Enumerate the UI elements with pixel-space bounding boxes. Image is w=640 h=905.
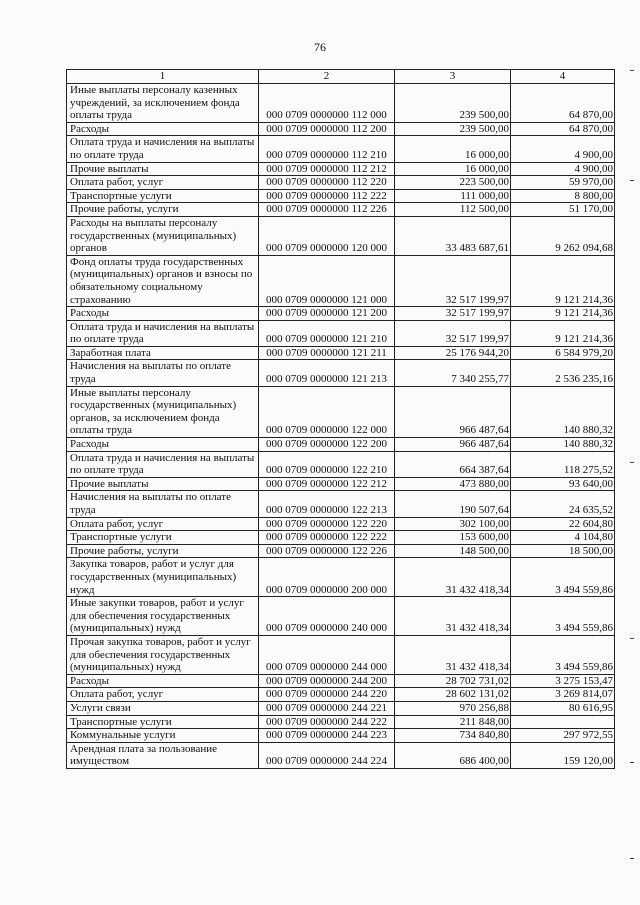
row-name: Начисления на выплаты по оплате труда [67, 360, 259, 386]
row-value-col4: 140 880,32 [511, 386, 615, 437]
margin-mark [630, 762, 634, 763]
row-value-col4: 3 494 559,86 [511, 597, 615, 636]
row-code: 000 0709 0000000 244 223 [259, 729, 395, 743]
table-row [67, 216, 615, 255]
row-code: 000 0709 0000000 121 000 [259, 255, 395, 306]
row-value-col4: 297 972,55 [511, 729, 615, 743]
column-header: 2 [259, 70, 395, 84]
row-code: 000 0709 0000000 122 200 [259, 438, 395, 452]
row-value-col4: 9 121 214,36 [511, 307, 615, 321]
row-name: Транспортные услуги [67, 531, 259, 545]
table-row [67, 136, 615, 162]
row-code: 000 0709 0000000 112 222 [259, 189, 395, 203]
table-row [67, 438, 615, 452]
row-code: 000 0709 0000000 240 000 [259, 597, 395, 636]
table-row [67, 729, 615, 743]
table-row [67, 477, 615, 491]
row-value-col4: 18 500,00 [511, 544, 615, 558]
row-code: 000 0709 0000000 121 210 [259, 320, 395, 346]
table-row [67, 544, 615, 558]
row-name: Расходы [67, 122, 259, 136]
margin-mark [630, 858, 634, 859]
table-row [67, 360, 615, 386]
row-code: 000 0709 0000000 244 220 [259, 688, 395, 702]
table-row [67, 674, 615, 688]
row-code: 000 0709 0000000 122 212 [259, 477, 395, 491]
row-code: 000 0709 0000000 244 221 [259, 701, 395, 715]
row-value-col4: 159 120,00 [511, 742, 615, 768]
row-name: Транспортные услуги [67, 189, 259, 203]
row-value-col3: 28 702 731,02 [395, 674, 511, 688]
table-row [67, 558, 615, 597]
table-row [67, 635, 615, 674]
row-name: Прочие работы, услуги [67, 544, 259, 558]
row-name: Иные выплаты персоналу государственных (муниципальных) органов, за исключением фонда оплаты труда [67, 386, 259, 437]
row-code: 000 0709 0000000 112 000 [259, 84, 395, 123]
row-value-col3: 32 517 199,97 [395, 307, 511, 321]
row-value-col3: 153 600,00 [395, 531, 511, 545]
row-value-col4: 64 870,00 [511, 122, 615, 136]
row-code: 000 0709 0000000 122 000 [259, 386, 395, 437]
row-value-col4: 64 870,00 [511, 84, 615, 123]
table-row [67, 531, 615, 545]
row-code: 000 0709 0000000 112 226 [259, 203, 395, 217]
row-name: Транспортные услуги [67, 715, 259, 729]
row-code: 000 0709 0000000 122 220 [259, 517, 395, 531]
table-row [67, 162, 615, 176]
row-name: Расходы [67, 307, 259, 321]
row-value-col3: 16 000,00 [395, 136, 511, 162]
row-value-col4: 4 900,00 [511, 136, 615, 162]
row-value-col3: 190 507,64 [395, 491, 511, 517]
table-body [67, 84, 615, 769]
row-name: Оплата работ, услуг [67, 688, 259, 702]
row-code: 000 0709 0000000 112 200 [259, 122, 395, 136]
row-value-col4: 9 262 094,68 [511, 216, 615, 255]
row-code: 000 0709 0000000 112 210 [259, 136, 395, 162]
row-value-col4: 4 900,00 [511, 162, 615, 176]
column-header: 4 [511, 70, 615, 84]
row-value-col4: 3 494 559,86 [511, 635, 615, 674]
table-row [67, 320, 615, 346]
row-code: 000 0709 0000000 200 000 [259, 558, 395, 597]
row-name: Оплата труда и начисления на выплаты по оплате труда [67, 320, 259, 346]
row-name: Прочие выплаты [67, 162, 259, 176]
table-row [67, 715, 615, 729]
table-row [67, 84, 615, 123]
row-value-col3: 31 432 418,34 [395, 597, 511, 636]
row-name: Расходы на выплаты персоналу государственных (муниципальных) органов [67, 216, 259, 255]
row-code: 000 0709 0000000 122 213 [259, 491, 395, 517]
row-value-col3: 33 483 687,61 [395, 216, 511, 255]
row-value-col3: 25 176 944,20 [395, 346, 511, 360]
table-row [67, 451, 615, 477]
table-row [67, 386, 615, 437]
row-name: Расходы [67, 674, 259, 688]
row-code: 000 0709 0000000 121 213 [259, 360, 395, 386]
row-value-col3: 148 500,00 [395, 544, 511, 558]
table-row [67, 688, 615, 702]
page-number: 76 [314, 40, 326, 54]
row-name: Оплата работ, услуг [67, 517, 259, 531]
row-code: 000 0709 0000000 122 210 [259, 451, 395, 477]
row-value-col3: 31 432 418,34 [395, 635, 511, 674]
row-code: 000 0709 0000000 112 212 [259, 162, 395, 176]
margin-mark [630, 462, 634, 463]
row-value-col3: 7 340 255,77 [395, 360, 511, 386]
row-value-col4: 3 275 153,47 [511, 674, 615, 688]
row-value-col4: 9 121 214,36 [511, 320, 615, 346]
margin-mark [630, 180, 634, 181]
table-row [67, 189, 615, 203]
row-value-col4 [511, 715, 615, 729]
row-name: Расходы [67, 438, 259, 452]
row-code: 000 0709 0000000 120 000 [259, 216, 395, 255]
row-value-col3: 686 400,00 [395, 742, 511, 768]
row-value-col3: 112 500,00 [395, 203, 511, 217]
row-value-col4: 59 970,00 [511, 176, 615, 190]
row-value-col3: 211 848,00 [395, 715, 511, 729]
row-name: Арендная плата за пользование имуществом [67, 742, 259, 768]
row-value-col3: 239 500,00 [395, 122, 511, 136]
row-code: 000 0709 0000000 244 222 [259, 715, 395, 729]
margin-mark [630, 638, 634, 639]
row-code: 000 0709 0000000 121 211 [259, 346, 395, 360]
row-name: Иные выплаты персоналу казенных учреждений, за исключением фонда оплаты труда [67, 84, 259, 123]
row-value-col4: 6 584 979,20 [511, 346, 615, 360]
row-value-col4: 93 640,00 [511, 477, 615, 491]
table-row [67, 742, 615, 768]
row-value-col3: 302 100,00 [395, 517, 511, 531]
budget-table [66, 69, 615, 769]
row-value-col4: 22 604,80 [511, 517, 615, 531]
row-code: 000 0709 0000000 122 222 [259, 531, 395, 545]
row-code: 000 0709 0000000 112 220 [259, 176, 395, 190]
row-value-col4: 2 536 235,16 [511, 360, 615, 386]
table-row [67, 122, 615, 136]
row-value-col3: 31 432 418,34 [395, 558, 511, 597]
row-name: Прочие работы, услуги [67, 203, 259, 217]
row-value-col3: 111 000,00 [395, 189, 511, 203]
row-name: Прочие выплаты [67, 477, 259, 491]
row-value-col4: 3 494 559,86 [511, 558, 615, 597]
row-value-col3: 734 840,80 [395, 729, 511, 743]
row-code: 000 0709 0000000 122 226 [259, 544, 395, 558]
row-name: Оплата работ, услуг [67, 176, 259, 190]
margin-mark [630, 70, 634, 71]
row-value-col4: 118 275,52 [511, 451, 615, 477]
column-header: 1 [67, 70, 259, 84]
row-name: Фонд оплаты труда государственных (муниципальных) органов и взносы по обязательному социальному страхованию [67, 255, 259, 306]
row-name: Коммунальные услуги [67, 729, 259, 743]
table-row [67, 491, 615, 517]
row-value-col4: 24 635,52 [511, 491, 615, 517]
table-row [67, 517, 615, 531]
row-value-col4: 9 121 214,36 [511, 255, 615, 306]
table-row [67, 701, 615, 715]
row-name: Оплата труда и начисления на выплаты по оплате труда [67, 136, 259, 162]
row-name: Оплата труда и начисления на выплаты по оплате труда [67, 451, 259, 477]
row-value-col4: 8 800,00 [511, 189, 615, 203]
table-row [67, 597, 615, 636]
row-value-col3: 28 602 131,02 [395, 688, 511, 702]
row-value-col3: 970 256,88 [395, 701, 511, 715]
table-row [67, 176, 615, 190]
row-value-col4: 3 269 814,07 [511, 688, 615, 702]
row-value-col4: 51 170,00 [511, 203, 615, 217]
table-row [67, 346, 615, 360]
row-name: Начисления на выплаты по оплате труда [67, 491, 259, 517]
row-value-col4: 4 104,80 [511, 531, 615, 545]
row-value-col3: 223 500,00 [395, 176, 511, 190]
row-name: Прочая закупка товаров, работ и услуг для обеспечения государственных (муниципальных) нужд [67, 635, 259, 674]
row-name: Закупка товаров, работ и услуг для государственных (муниципальных) нужд [67, 558, 259, 597]
row-name: Заработная плата [67, 346, 259, 360]
row-value-col3: 473 880,00 [395, 477, 511, 491]
row-value-col3: 32 517 199,97 [395, 255, 511, 306]
table-row [67, 255, 615, 306]
row-code: 000 0709 0000000 121 200 [259, 307, 395, 321]
column-header: 3 [395, 70, 511, 84]
row-name: Услуги связи [67, 701, 259, 715]
row-code: 000 0709 0000000 244 200 [259, 674, 395, 688]
row-code: 000 0709 0000000 244 000 [259, 635, 395, 674]
row-value-col3: 16 000,00 [395, 162, 511, 176]
row-value-col3: 966 487,64 [395, 438, 511, 452]
row-value-col3: 664 387,64 [395, 451, 511, 477]
row-value-col4: 80 616,95 [511, 701, 615, 715]
table-row [67, 307, 615, 321]
table-header-row [67, 70, 615, 84]
row-value-col3: 32 517 199,97 [395, 320, 511, 346]
row-value-col3: 966 487,64 [395, 386, 511, 437]
row-code: 000 0709 0000000 244 224 [259, 742, 395, 768]
table-row [67, 203, 615, 217]
row-value-col3: 239 500,00 [395, 84, 511, 123]
row-value-col4: 140 880,32 [511, 438, 615, 452]
row-name: Иные закупки товаров, работ и услуг для обеспечения государственных (муниципальных) нужд [67, 597, 259, 636]
